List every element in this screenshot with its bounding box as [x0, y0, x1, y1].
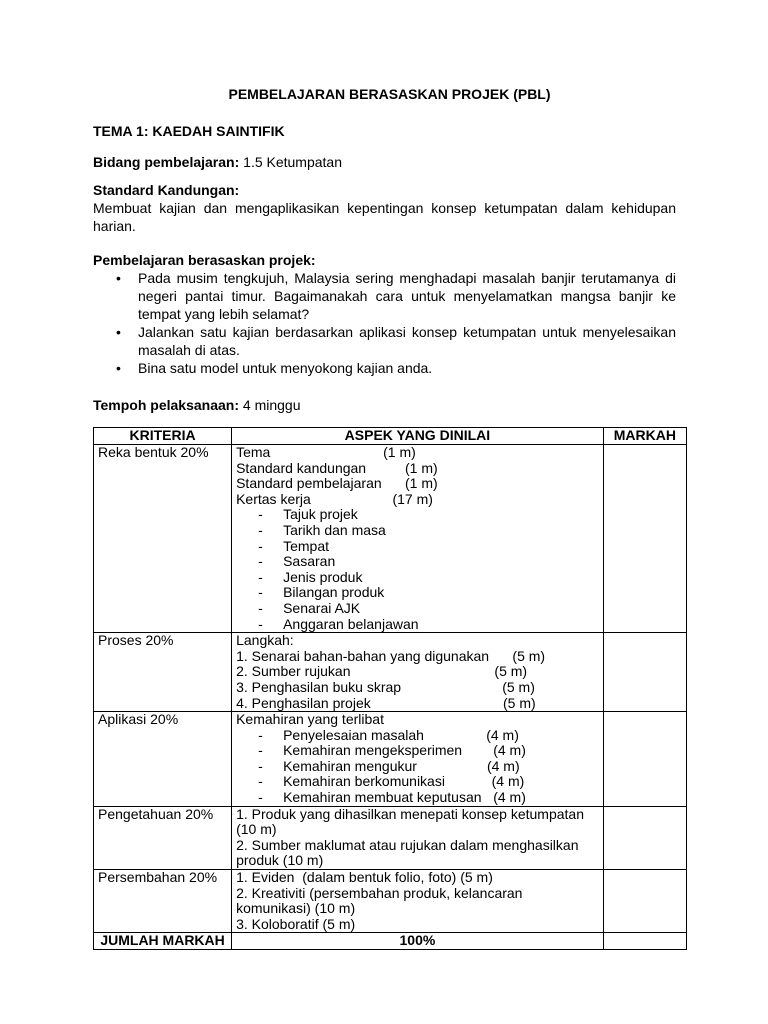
aspek-line: 4. Penghasilan projek (5 m)	[236, 694, 536, 711]
kriteria-cell: Reka bentuk 20%	[94, 445, 232, 633]
table-row	[94, 870, 687, 933]
sub-item: - Kemahiran membuat keputusan (4 m)	[258, 789, 526, 806]
sub-item: - Jenis produk	[258, 568, 363, 585]
table-row	[94, 712, 687, 807]
aspek-line: 1. Eviden (dalam bentuk folio, foto) (5 m)	[236, 869, 493, 886]
header-aspek: ASPEK YANG DINILAI	[232, 428, 604, 445]
aspek-line: Standard kandungan (1 m)	[236, 459, 438, 476]
aspek-line: 1. Produk yang dihasilkan menepati konsep ketumpatan	[236, 805, 584, 822]
header-kriteria: KRITERIA	[94, 428, 232, 445]
total-label: JUMLAH MARKAH	[94, 933, 232, 950]
kriteria-cell: Pengetahuan 20%	[94, 806, 232, 869]
sub-item: - Kemahiran mengeksperimen (4 m)	[258, 742, 526, 759]
bullet-item: • Jalankan satu kajian berdasarkan aplikasi konsep ketumpatan untuk menyelesaikan masalah di atas.	[93, 323, 676, 359]
sub-item: - Tajuk projek	[258, 506, 358, 523]
aspek-line: Kertas kerja (17 m)	[236, 490, 433, 507]
aspek-line: 3. Penghasilan buku skrap (5 m)	[236, 678, 535, 695]
bidang-pembelajaran	[93, 154, 342, 171]
aspek-line: 2. Sumber rujukan (5 m)	[236, 663, 528, 680]
sub-item: - Bilangan produk	[258, 584, 385, 601]
tema-heading: TEMA 1: KAEDAH SAINTIFIK	[93, 123, 285, 139]
standard-kandungan-label: Standard Kandungan:	[93, 182, 240, 198]
aspek-line: Tema (1 m)	[236, 444, 416, 460]
sub-item: - Kemahiran berkomunikasi (4 m)	[258, 773, 525, 790]
table-row	[94, 633, 687, 712]
pbl-label: Pembelajaran berasaskan projek:	[93, 252, 316, 268]
aspek-cell	[232, 712, 604, 807]
total-markah-cell	[603, 933, 686, 950]
tempoh-pelaksanaan	[93, 397, 301, 414]
aspek-cell	[232, 445, 604, 633]
document-title: PEMBELAJARAN BERASASKAN PROJEK (PBL)	[228, 86, 551, 102]
total-row	[94, 933, 687, 950]
aspek-cell	[232, 806, 604, 869]
table-row	[94, 445, 687, 633]
markah-cell	[603, 806, 686, 869]
tempoh-value: 4 minggu	[239, 397, 301, 413]
header-markah: MARKAH	[603, 428, 686, 445]
kriteria-cell: Proses 20%	[94, 633, 232, 712]
sub-item: - Kemahiran mengukur (4 m)	[258, 757, 520, 774]
aspek-line: 2. Kreativiti (persembahan produk, kelancaran	[236, 884, 523, 901]
bullet-item: • Pada musim tengkujuh, Malaysia sering menghadapi masalah banjir terutamanya di negeri pantai timur. Bagaimanakah cara untuk menyelamatkan mangsa banjir ke tempat yang lebih selamat?	[93, 269, 676, 323]
kriteria-cell: Aplikasi 20%	[94, 712, 232, 807]
aspek-cell	[232, 870, 604, 933]
aspek-cell	[232, 633, 604, 712]
sub-item: - Tarikh dan masa	[258, 521, 386, 538]
sub-item: - Tempat	[258, 537, 330, 554]
bullet-item: • Bina satu model untuk menyokong kajian anda.	[93, 359, 676, 377]
aspek-line: Kemahiran yang terlibat	[236, 711, 384, 728]
sub-item: - Anggaran belanjawan	[258, 615, 419, 632]
markah-cell	[603, 870, 686, 933]
markah-cell	[603, 712, 686, 807]
sub-item: - Sasaran	[258, 553, 336, 570]
table-header-row	[94, 428, 687, 445]
total-value: 100%	[232, 933, 604, 950]
aspek-line: 2. Sumber maklumat atau rujukan dalam menghasilkan	[236, 836, 579, 853]
sub-item: - Penyelesaian masalah (4 m)	[258, 726, 519, 743]
aspek-line: 3. Koloboratif (5 m)	[236, 915, 356, 932]
aspek-line: 1. Senarai bahan-bahan yang digunakan (5 m)	[236, 647, 546, 664]
aspek-line: komunikasi) (10 m)	[236, 900, 356, 917]
tempoh-label: Tempoh pelaksanaan:	[93, 397, 240, 413]
table-row	[94, 806, 687, 869]
aspek-line: Standard pembelajaran (1 m)	[236, 475, 438, 492]
bidang-value: 1.5 Ketumpatan	[239, 154, 343, 170]
markah-cell	[603, 445, 686, 633]
kriteria-cell: Persembahan 20%	[94, 870, 232, 933]
aspek-line: produk (10 m)	[236, 852, 324, 869]
standard-kandungan-text: Membuat kajian dan mengaplikasikan kepentingan konsep ketumpatan dalam kehidupan harian.	[93, 200, 676, 234]
pbl-bullet-list	[93, 269, 676, 377]
aspek-line: (10 m)	[236, 821, 277, 838]
aspek-line: Langkah:	[236, 632, 294, 649]
markah-cell	[603, 633, 686, 712]
sub-item: - Senarai AJK	[258, 599, 361, 616]
rubric-table	[93, 427, 687, 950]
bidang-label: Bidang pembelajaran:	[93, 154, 240, 170]
